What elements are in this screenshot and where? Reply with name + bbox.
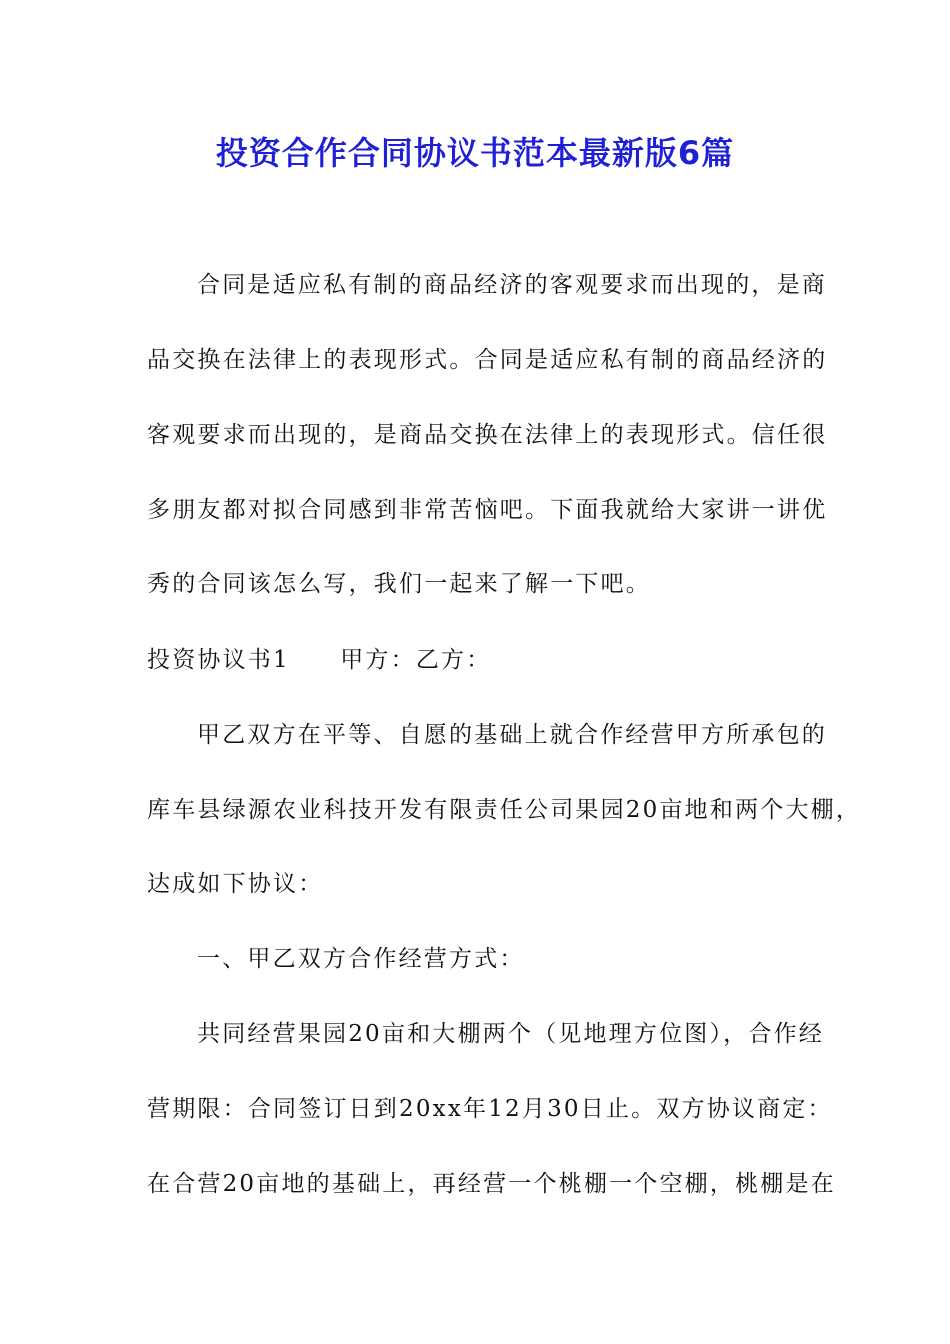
- paragraph-line: 秀的合同该怎么写，我们一起来了解一下吧。: [147, 571, 651, 597]
- clause-heading: 一、甲乙双方合作经营方式：: [197, 946, 525, 972]
- paragraph-line: 共同经营果园20亩和大棚两个（见地理方位图），合作经: [197, 1021, 824, 1047]
- paragraph-line: 甲乙双方在平等、自愿的基础上就合作经营甲方所承包的: [197, 722, 827, 748]
- paragraph-line: 营期限：合同签订日到20xx年12月30日止。双方协议商定：: [147, 1096, 833, 1122]
- document-title: 投资合作合同协议书范本最新版6篇: [215, 134, 735, 172]
- paragraph-line: 合同是适应私有制的商品经济的客观要求而出现的，是商: [197, 272, 827, 298]
- paragraph-line: 品交换在法律上的表现形式。合同是适应私有制的商品经济的: [147, 347, 828, 373]
- section-heading: 投资协议书1 甲方：乙方：: [147, 647, 492, 673]
- paragraph-line: 客观要求而出现的，是商品交换在法律上的表现形式。信任很: [147, 422, 828, 448]
- paragraph-line: 多朋友都对拟合同感到非常苦恼吧。下面我就给大家讲一讲优: [147, 497, 828, 523]
- paragraph-line: 达成如下协议：: [147, 871, 324, 897]
- paragraph-line: 在合营20亩地的基础上，再经营一个桃棚一个空棚，桃棚是在: [147, 1171, 836, 1197]
- paragraph-line: 库车县绿源农业科技开发有限责任公司果园20亩地和两个大棚，: [147, 797, 862, 823]
